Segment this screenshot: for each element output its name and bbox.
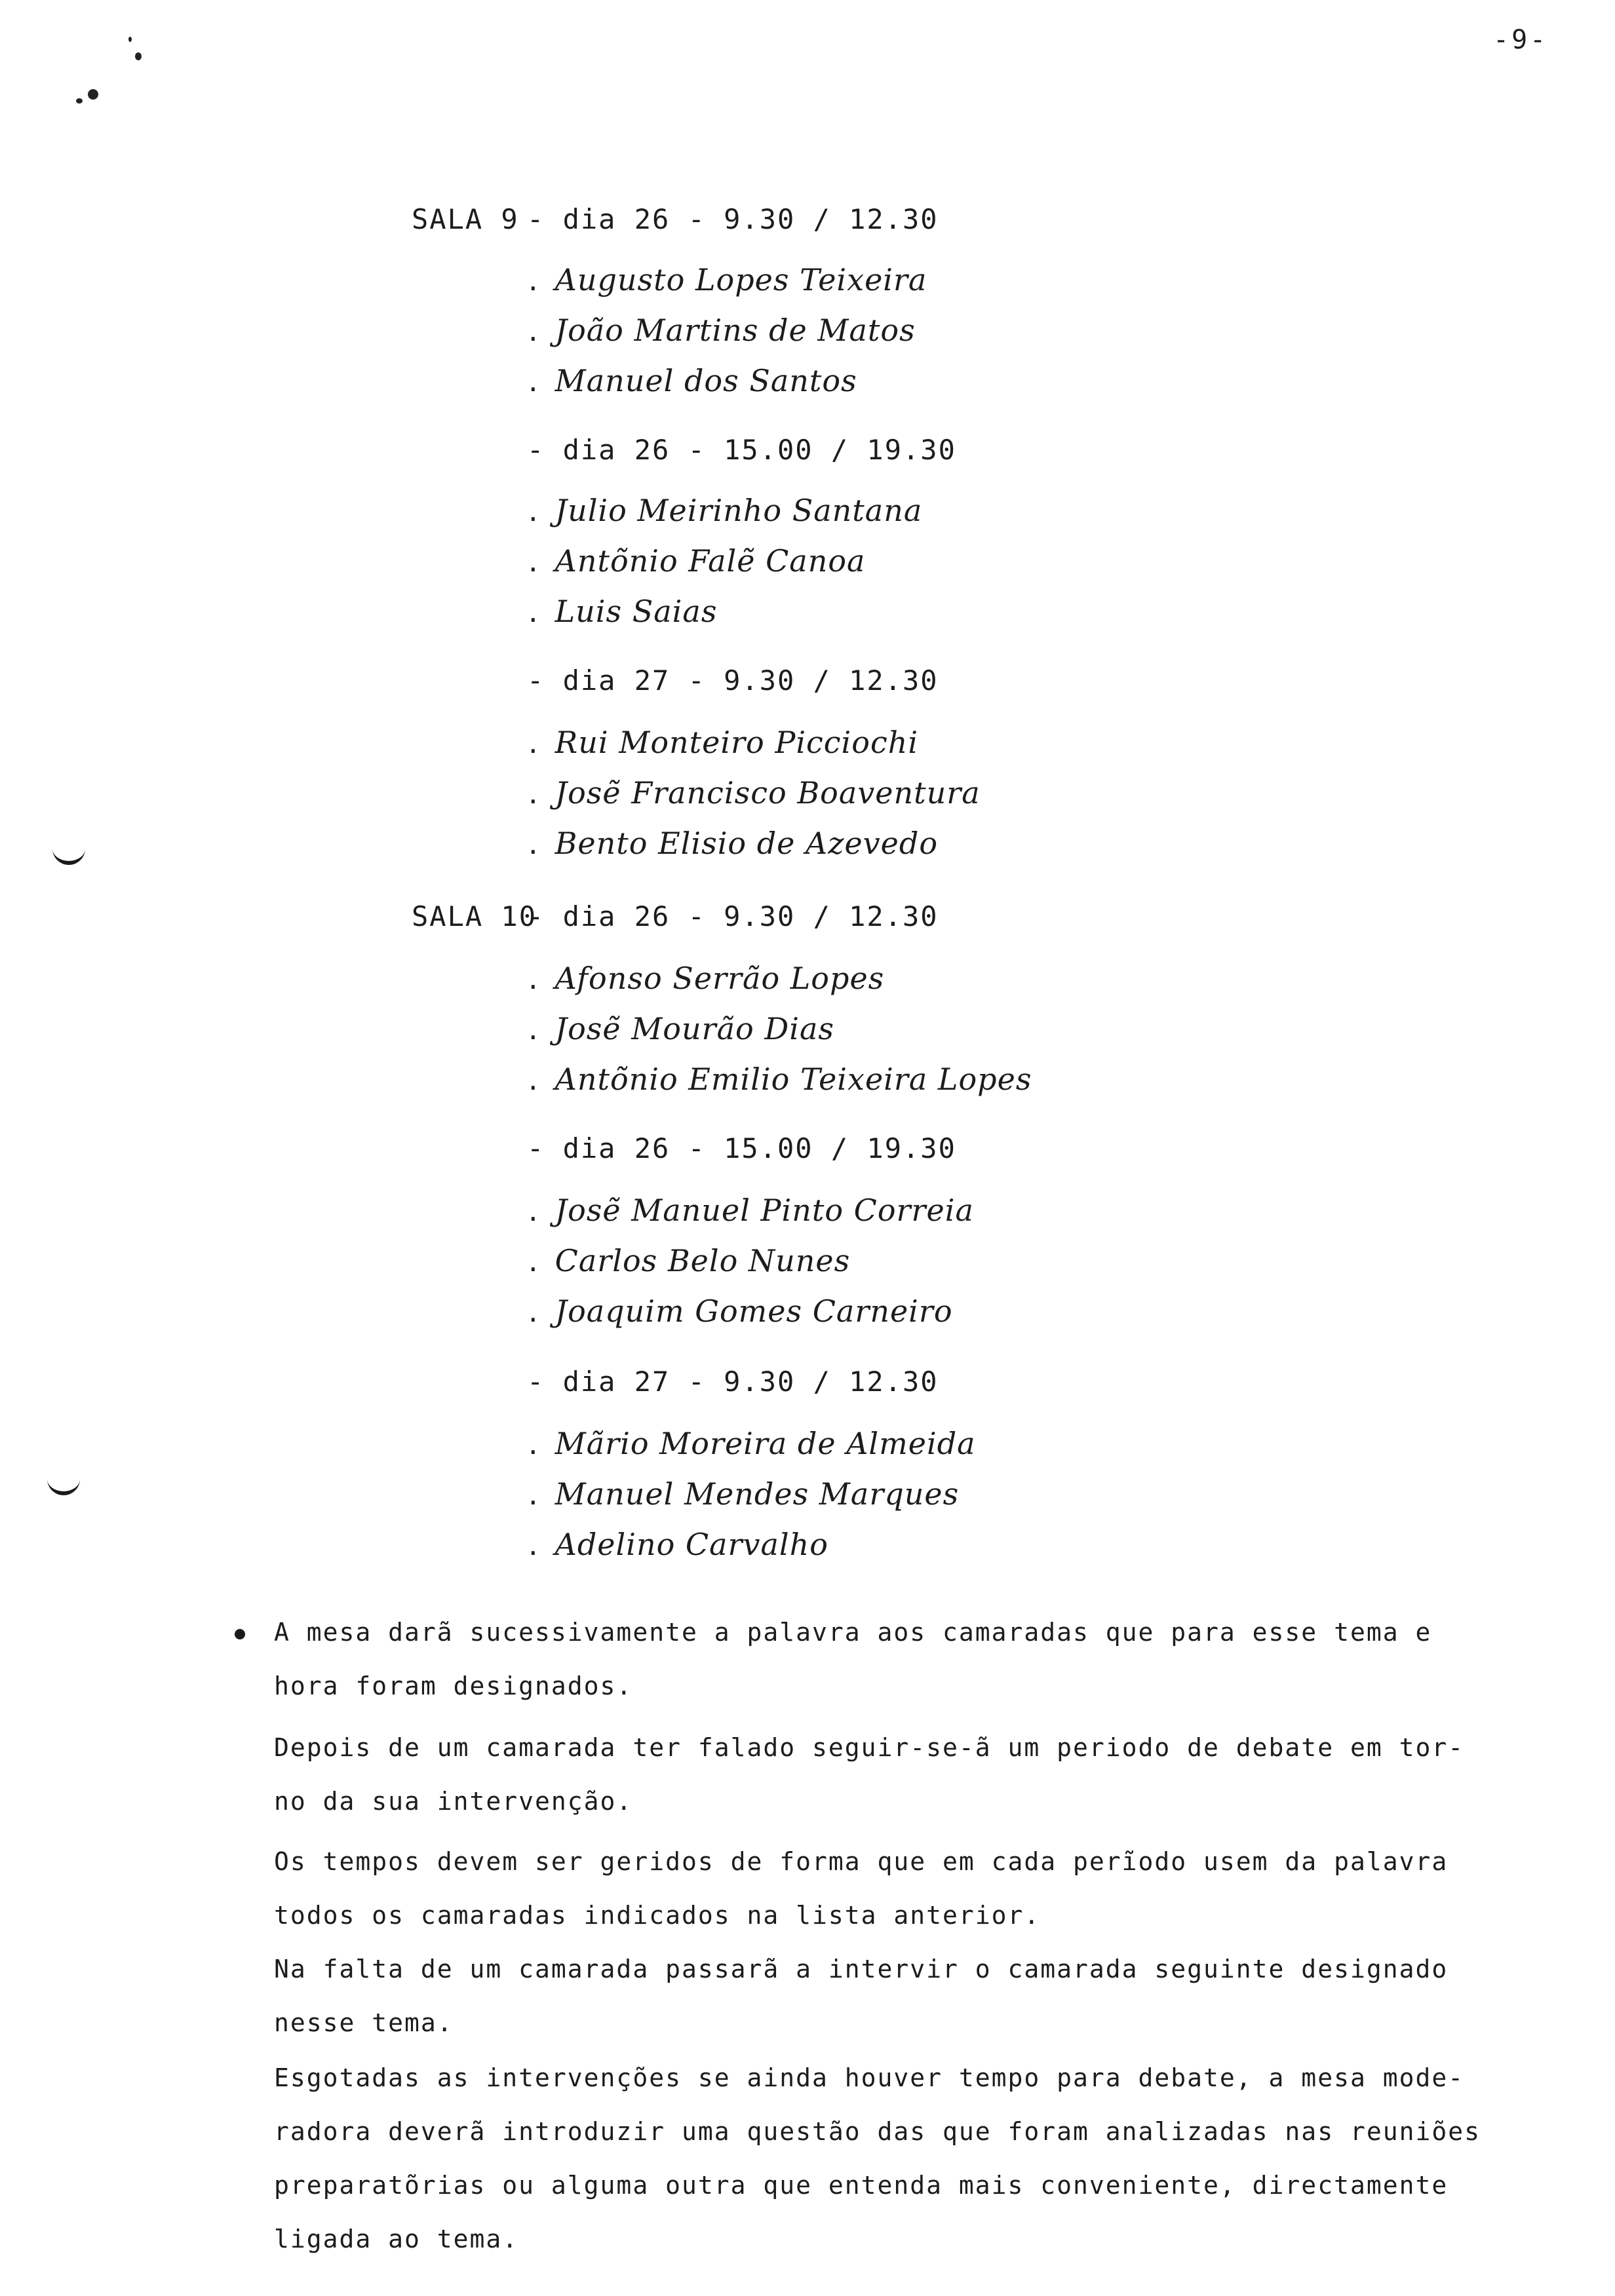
text-line: no da sua intervenção. — [274, 1787, 633, 1816]
speaker-row: . Adelino Carvalho — [528, 1527, 828, 1562]
text-line: Os tempos devem ser geridos de forma que em cada perĩodo usem da palavra — [274, 1847, 1449, 1876]
speaker-name: Josẽ Mourão Dias — [555, 1011, 834, 1046]
page-number: -9- — [1493, 25, 1549, 55]
speaker-name: Josẽ Francisco Boaventura — [555, 775, 981, 811]
text-line: hora foram designados. — [274, 1672, 633, 1700]
text-line: Na falta de um camarada passarã a intervir o camarada seguinte designado — [274, 1955, 1449, 1983]
speaker-name: Mãrio Moreira de Almeida — [555, 1426, 976, 1461]
text-line: Esgotadas as intervenções se ainda houver tempo para debate, a mesa mode- — [274, 2063, 1465, 2092]
paragraph — [274, 2051, 1493, 2266]
speaker-name: Julio Meirinho Santana — [555, 493, 923, 528]
speaker-row: . Afonso Serrão Lopes — [528, 961, 885, 996]
sala-label: SALA 10 — [412, 900, 537, 932]
speaker-name: Antõnio Emilio Teixeira Lopes — [555, 1062, 1032, 1097]
speaker-row: . João Martins de Matos — [528, 313, 916, 348]
speaker-row: . Mãrio Moreira de Almeida — [528, 1426, 976, 1461]
speaker-row: . Manuel Mendes Marques — [528, 1476, 960, 1512]
margin-punch-mark — [52, 844, 85, 865]
speaker-row: . Antõnio Emilio Teixeira Lopes — [528, 1062, 1032, 1097]
paragraph — [274, 1721, 1493, 1828]
text-line: A mesa darã sucessivamente a palavra aos camaradas que para esse tema e — [274, 1618, 1432, 1647]
speaker-name: Manuel dos Santos — [555, 363, 857, 398]
speaker-row: . Joaquim Gomes Carneiro — [528, 1293, 953, 1329]
speaker-name: Luis Saias — [555, 594, 718, 629]
session-time: - dia 26 - 15.00 / 19.30 — [527, 1132, 956, 1164]
scan-speck — [128, 37, 132, 42]
text-line: todos os camaradas indicados na lista anterior. — [274, 1901, 1041, 1930]
bullet-point-icon — [235, 1629, 245, 1639]
session-time: - dia 27 - 9.30 / 12.30 — [527, 664, 939, 697]
speaker-name: Bento Elisio de Azevedo — [555, 826, 939, 861]
scan-speck — [88, 89, 98, 100]
speaker-name: Carlos Belo Nunes — [555, 1243, 851, 1278]
session-time: - dia 27 - 9.30 / 12.30 — [527, 1366, 939, 1398]
speaker-row: . Rui Monteiro Picciochi — [528, 725, 919, 760]
speaker-row: . Manuel dos Santos — [528, 363, 857, 398]
margin-punch-mark — [47, 1474, 80, 1495]
speaker-row: . Antõnio Falẽ Canoa — [528, 543, 866, 579]
session-time: - dia 26 - 9.30 / 12.30 — [527, 900, 939, 932]
session-time: - dia 26 - 9.30 / 12.30 — [527, 203, 939, 235]
speaker-name: Augusto Lopes Teixeira — [555, 262, 927, 297]
scan-speck — [76, 98, 83, 104]
speaker-row: . Augusto Lopes Teixeira — [528, 262, 927, 297]
paragraph — [274, 1605, 1493, 1713]
text-line: preparatõrias ou alguma outra que entenda mais conveniente, directamente — [274, 2171, 1449, 2200]
speaker-name: Manuel Mendes Marques — [555, 1476, 960, 1512]
paragraph — [274, 1835, 1493, 2050]
speaker-name: Rui Monteiro Picciochi — [555, 725, 919, 760]
speaker-name: Adelino Carvalho — [555, 1527, 828, 1562]
text-line: radora deverã introduzir uma questão das que foram analizadas nas reuniões — [274, 2117, 1481, 2146]
speaker-row: . Julio Meirinho Santana — [528, 493, 923, 528]
speaker-row: . Bento Elisio de Azevedo — [528, 826, 939, 861]
speaker-row: . Josẽ Francisco Boaventura — [528, 775, 981, 811]
text-line: ligada ao tema. — [274, 2225, 519, 2253]
speaker-row: . Josẽ Manuel Pinto Correia — [528, 1193, 974, 1228]
text-line: Depois de um camarada ter falado seguir-se-ã um periodo de debate em tor- — [274, 1733, 1465, 1762]
speaker-row: . Luis Saias — [528, 594, 718, 629]
speaker-row: . Carlos Belo Nunes — [528, 1243, 851, 1278]
sala-label: SALA 9 — [412, 203, 519, 235]
scan-speck — [135, 52, 142, 60]
speaker-name: Josẽ Manuel Pinto Correia — [555, 1193, 974, 1228]
text-line: nesse tema. — [274, 2008, 454, 2037]
speaker-name: Antõnio Falẽ Canoa — [555, 543, 866, 579]
speaker-name: Joaquim Gomes Carneiro — [555, 1293, 953, 1329]
session-time: - dia 26 - 15.00 / 19.30 — [527, 434, 956, 466]
speaker-row: . Josẽ Mourão Dias — [528, 1011, 834, 1046]
speaker-name: Afonso Serrão Lopes — [555, 961, 885, 996]
speaker-name: João Martins de Matos — [555, 313, 916, 348]
